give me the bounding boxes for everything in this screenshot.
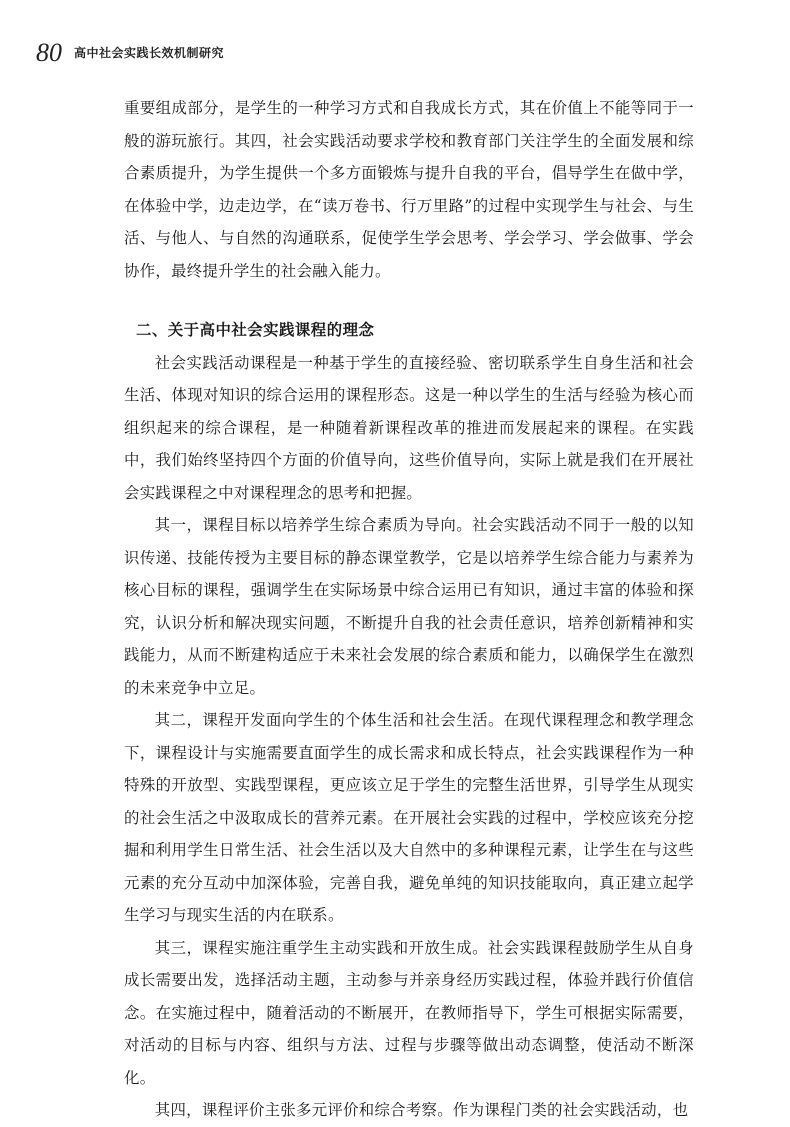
body-paragraph: 其四，课程评价主张多元评价和综合考察。作为课程门类的社会实践活动，也 [154, 1101, 689, 1119]
continuation-paragraph: 重要组成部分，是学生的一种学习方式和自我成长方式，其在价值上不能等同于一般的游玩旅行。其四，社会实践活动要求学校和教育部门关注学生的全面发展和综合素质提升，为学生提供一个多方面锻炼与提升自我的平台，倡导学生在做中学，在体验中学，边走边学，在“读万卷书、行万里路”的过程中实现学生与社会、与生活、与他人、与自然的沟通联系，促使学生学会思考、学会学习、学会做事、学会协作，最终提升学生的社会融入能力。 [124, 99, 694, 280]
running-header [36, 38, 756, 68]
body-paragraph: 其一，课程目标以培养学生综合素质为导向。社会实践活动不同于一般的以知识传递、技能传授为主要目标的静态课堂教学，它是以培养学生综合能力与素养为核心目标的课程，强调学生在实际场景中综合运用已有知识，通过丰富的体验和探究，认识分析和解决现实问题，不断提升自我的社会责任意识，培养创新精神和实践能力，从而不断建构适应于未来社会发展的综合素质和能力，以确保学生在激烈的未来竞争中立足。 [124, 516, 694, 697]
section-heading: 二、关于高中社会实践课程的理念 [136, 321, 375, 339]
body-paragraph: 其二，课程开发面向学生的个体生活和社会生活。在现代课程理念和教学理念下，课程设计与实施需要直面学生的成长需求和成长特点，社会实践课程作为一种特殊的开放型、实践型课程，更应该立足于学生的完整生活世界，引导学生从现实的社会生活之中汲取成长的营养元素。在开展社会实践的过程中，学校应该充分挖掘和利用学生日常生活、社会生活以及大自然中的多种课程元素，让学生在与这些元素的充分互动中加深体验，完善自我，避免单纯的知识技能取向，真正建立起学生学习与现实生活的内在联系。 [124, 711, 694, 924]
body-paragraph: 社会实践活动课程是一种基于学生的直接经验、密切联系学生自身生活和社会生活、体现对知识的综合运用的课程形态。这是一种以学生的生活与经验为核心而组织起来的综合课程，是一种随着新课程改革的推进而发展起来的课程。在实践中，我们始终坚持四个方面的价值导向，这些价值导向，实际上就是我们在开展社会实践课程之中对课程理念的思考和把握。 [124, 353, 694, 502]
body-paragraph: 其三，课程实施注重学生主动实践和开放生成。社会实践课程鼓励学生从自身成长需要出发，选择活动主题，主动参与并亲身经历实践过程，体验并践行价值信念。在实施过程中，随着活动的不断展开，在教师指导下，学生可根据实际需要，对活动的目标与内容、组织与方法、过程与步骤等做出动态调整，使活动不断深化。 [124, 938, 694, 1087]
book-title: 高中社会实践长效机制研究 [74, 46, 225, 60]
page-number: 80 [36, 38, 62, 67]
page-body [124, 92, 694, 1127]
